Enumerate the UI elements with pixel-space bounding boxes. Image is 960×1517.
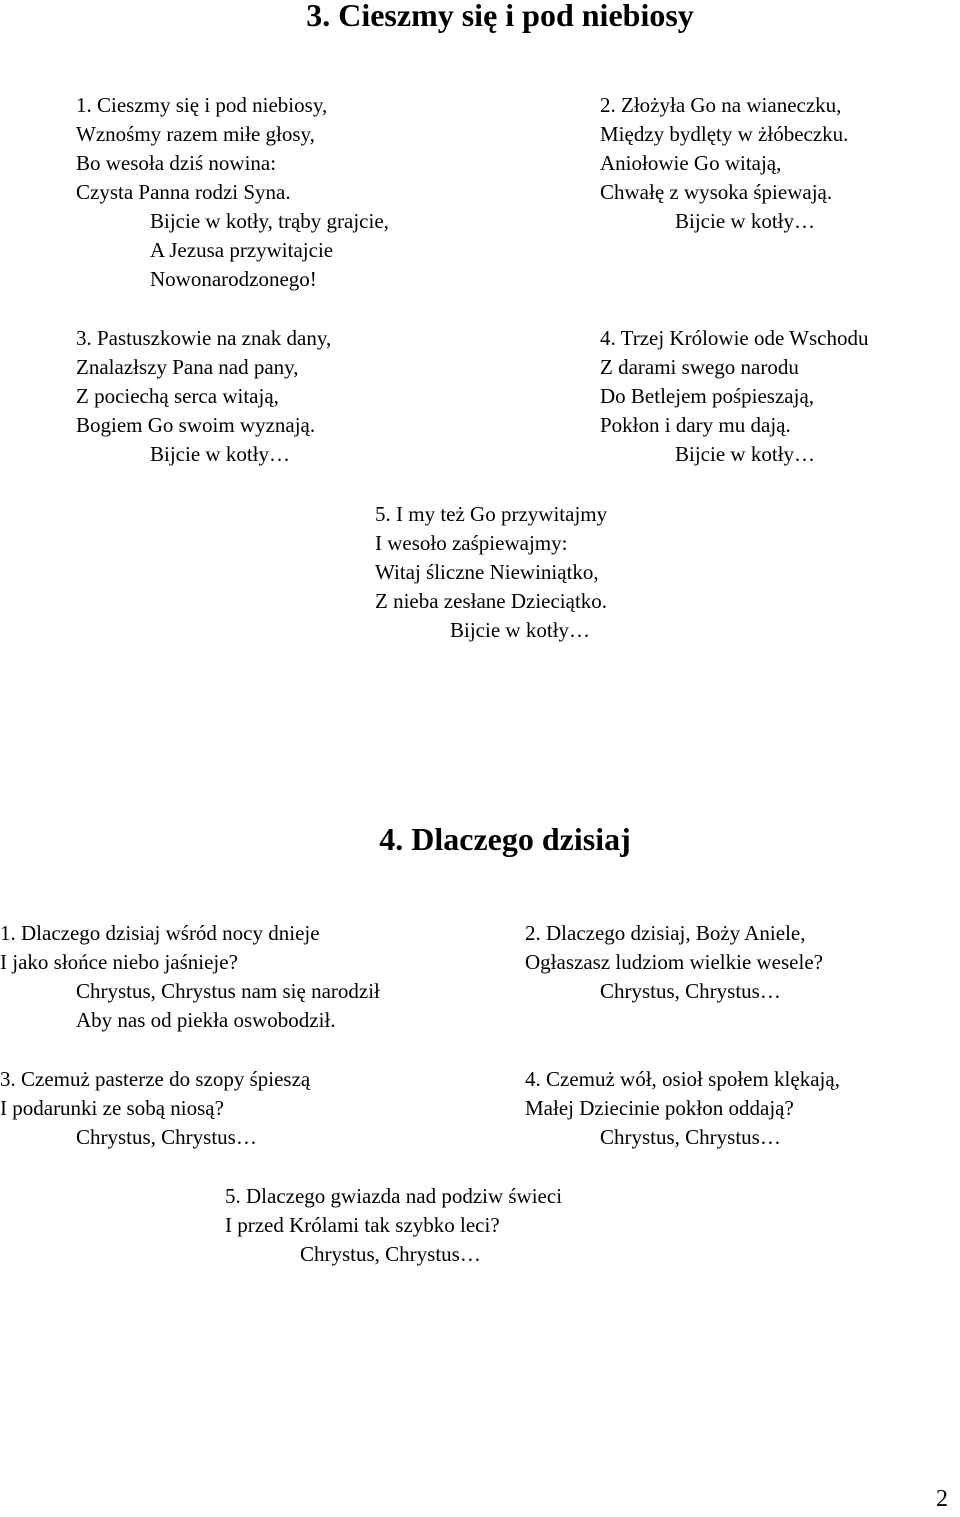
verse-line: Wznośmy razem miłe głosy, bbox=[76, 122, 315, 146]
verse-line: Z darami swego narodu bbox=[600, 355, 799, 379]
verse-line: Ogłaszasz ludziom wielkie wesele? bbox=[525, 950, 823, 974]
refrain-line: Aby nas od piekła oswobodził. bbox=[76, 1008, 336, 1032]
refrain-line: Chrystus, Chrystus… bbox=[600, 979, 781, 1003]
verse-line: I podarunki ze sobą niosą? bbox=[0, 1096, 224, 1120]
verse-line: 3. Pastuszkowie na znak dany, bbox=[76, 326, 332, 350]
song-title: 3. Cieszmy się i pod niebiosy bbox=[306, 0, 694, 33]
refrain-line: Chrystus, Chrystus… bbox=[300, 1242, 481, 1266]
verse-line: 4. Trzej Królowie ode Wschodu bbox=[600, 326, 869, 350]
refrain-line: Chrystus, Chrystus nam się narodził bbox=[76, 979, 380, 1003]
refrain-line: A Jezusa przywitajcie bbox=[150, 238, 334, 262]
verse-line: Aniołowie Go witają, bbox=[600, 151, 782, 175]
verse-line: 2. Dlaczego dzisiaj, Boży Aniele, bbox=[525, 921, 806, 945]
verse-line: 1. Dlaczego dzisiaj wśród nocy dnieje bbox=[0, 921, 320, 945]
page-number: 2 bbox=[936, 1486, 948, 1512]
verse-line: I wesoło zaśpiewajmy: bbox=[375, 531, 568, 555]
refrain-line: Bijcie w kotły, trąby grajcie, bbox=[150, 209, 389, 233]
verse-line: Z pociechą serca witają, bbox=[76, 384, 279, 408]
refrain-line: Bijcie w kotły… bbox=[675, 442, 815, 466]
refrain-line: Bijcie w kotły… bbox=[150, 442, 290, 466]
verse-line: 3. Czemuż pasterze do szopy śpieszą bbox=[0, 1067, 311, 1091]
verse-line: Z nieba zesłane Dzieciątko. bbox=[375, 589, 608, 613]
verse-line: 1. Cieszmy się i pod niebiosy, bbox=[76, 93, 328, 117]
verse-line: 2. Złożyła Go na wianeczku, bbox=[600, 93, 842, 117]
verse-line: 5. I my też Go przywitajmy bbox=[375, 502, 608, 526]
verse-line: 5. Dlaczego gwiazda nad podziw świeci bbox=[225, 1184, 563, 1208]
refrain-line: Bijcie w kotły… bbox=[675, 209, 815, 233]
verse-line: Bogiem Go swoim wyznają. bbox=[76, 413, 316, 437]
verse-line: I przed Królami tak szybko leci? bbox=[225, 1213, 500, 1237]
refrain-line: Bijcie w kotły… bbox=[450, 618, 590, 642]
song-title: 4. Dlaczego dzisiaj bbox=[379, 821, 631, 857]
refrain-line: Chrystus, Chrystus… bbox=[76, 1125, 257, 1149]
verse-line: Małej Dziecinie pokłon oddają? bbox=[525, 1096, 794, 1120]
verse-line: I jako słońce niebo jaśnieje? bbox=[0, 950, 238, 974]
verse-line: Witaj śliczne Niewiniątko, bbox=[375, 560, 599, 584]
verse-line: Bo wesoła dziś nowina: bbox=[76, 151, 277, 175]
refrain-line: Chrystus, Chrystus… bbox=[600, 1125, 781, 1149]
verse-line: 4. Czemuż wół, osioł społem klękają, bbox=[525, 1067, 840, 1091]
verse-line: Między bydlęty w żłóbeczku. bbox=[600, 122, 849, 146]
refrain-line: Nowonarodzonego! bbox=[150, 267, 317, 291]
verse-line: Pokłon i dary mu dają. bbox=[600, 413, 791, 437]
verse-line: Czysta Panna rodzi Syna. bbox=[76, 180, 291, 204]
verse-line: Do Betlejem pośpieszają, bbox=[600, 384, 815, 408]
verse-line: Chwałę z wysoka śpiewają. bbox=[600, 180, 833, 204]
verse-line: Znalazłszy Pana nad pany, bbox=[76, 355, 299, 379]
